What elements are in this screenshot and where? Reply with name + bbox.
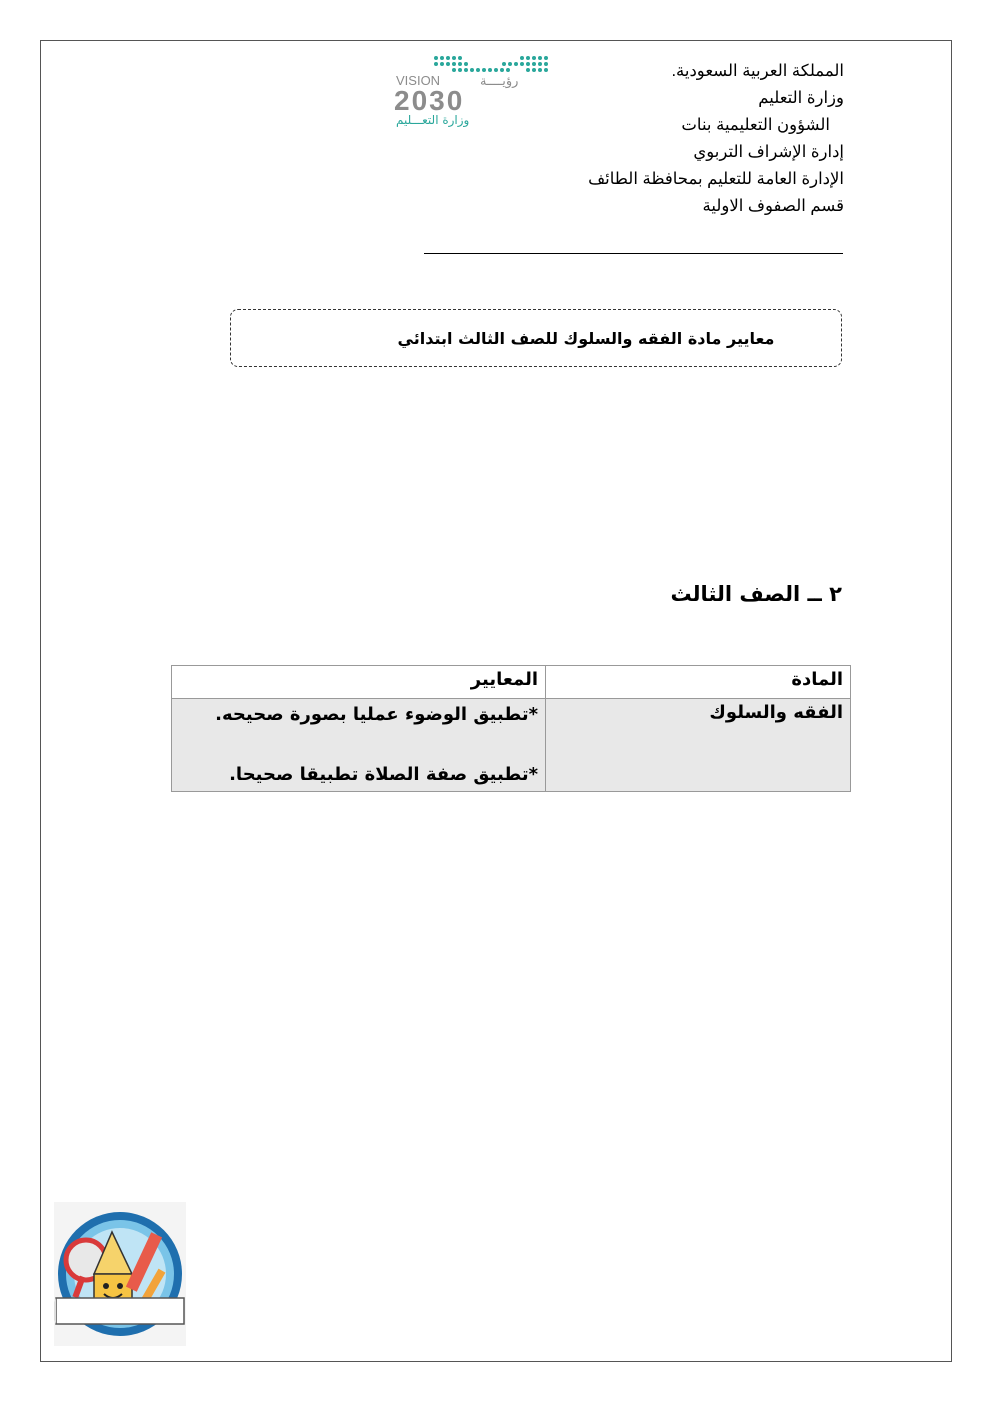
school-supplies-badge-icon [54, 1202, 186, 1346]
header-line-country: المملكة العربية السعودية. [671, 62, 844, 80]
logo-dots-icon [434, 56, 548, 72]
header-criteria: المعايير [172, 666, 546, 699]
cell-criteria [172, 699, 546, 792]
cell-subject: الفقه والسلوك [546, 699, 851, 792]
criterion-item: *تطبيق الوضوء عمليا بصورة صحيحه. [215, 704, 538, 725]
document-title: معايير مادة الفقه والسلوك للصف الثالث ابتدائي [397, 328, 775, 348]
criteria-table [171, 665, 851, 792]
vision-2030-logo [392, 52, 552, 127]
ministry-header [544, 58, 844, 220]
title-box [230, 309, 842, 367]
criterion-item: *تطبيق صفة الصلاة تطبيقا صحيحا. [229, 764, 538, 785]
logo-ministry: وزارة التعـــليم [396, 113, 470, 127]
logo-vision-arabic: رؤيــــة [480, 74, 519, 89]
header-line-directorate: الإدارة العامة للتعليم بمحافظة الطائف [588, 170, 844, 188]
logo-vision-word: VISION [396, 73, 441, 88]
header-line-department: قسم الصفوف الاولية [702, 197, 844, 215]
table-header-row [172, 666, 851, 699]
header-subject: المادة [546, 666, 851, 699]
section-heading: ٢ ــ الصف الثالث [670, 582, 842, 606]
logo-year: 2030 [394, 85, 465, 116]
table-row [172, 699, 851, 792]
header-divider [424, 253, 843, 254]
header-line-supervision: إدارة الإشراف التربوي [693, 143, 844, 161]
header-line-affairs: الشؤون التعليمية بنات [681, 116, 830, 134]
header-line-ministry: وزارة التعليم [758, 89, 844, 107]
